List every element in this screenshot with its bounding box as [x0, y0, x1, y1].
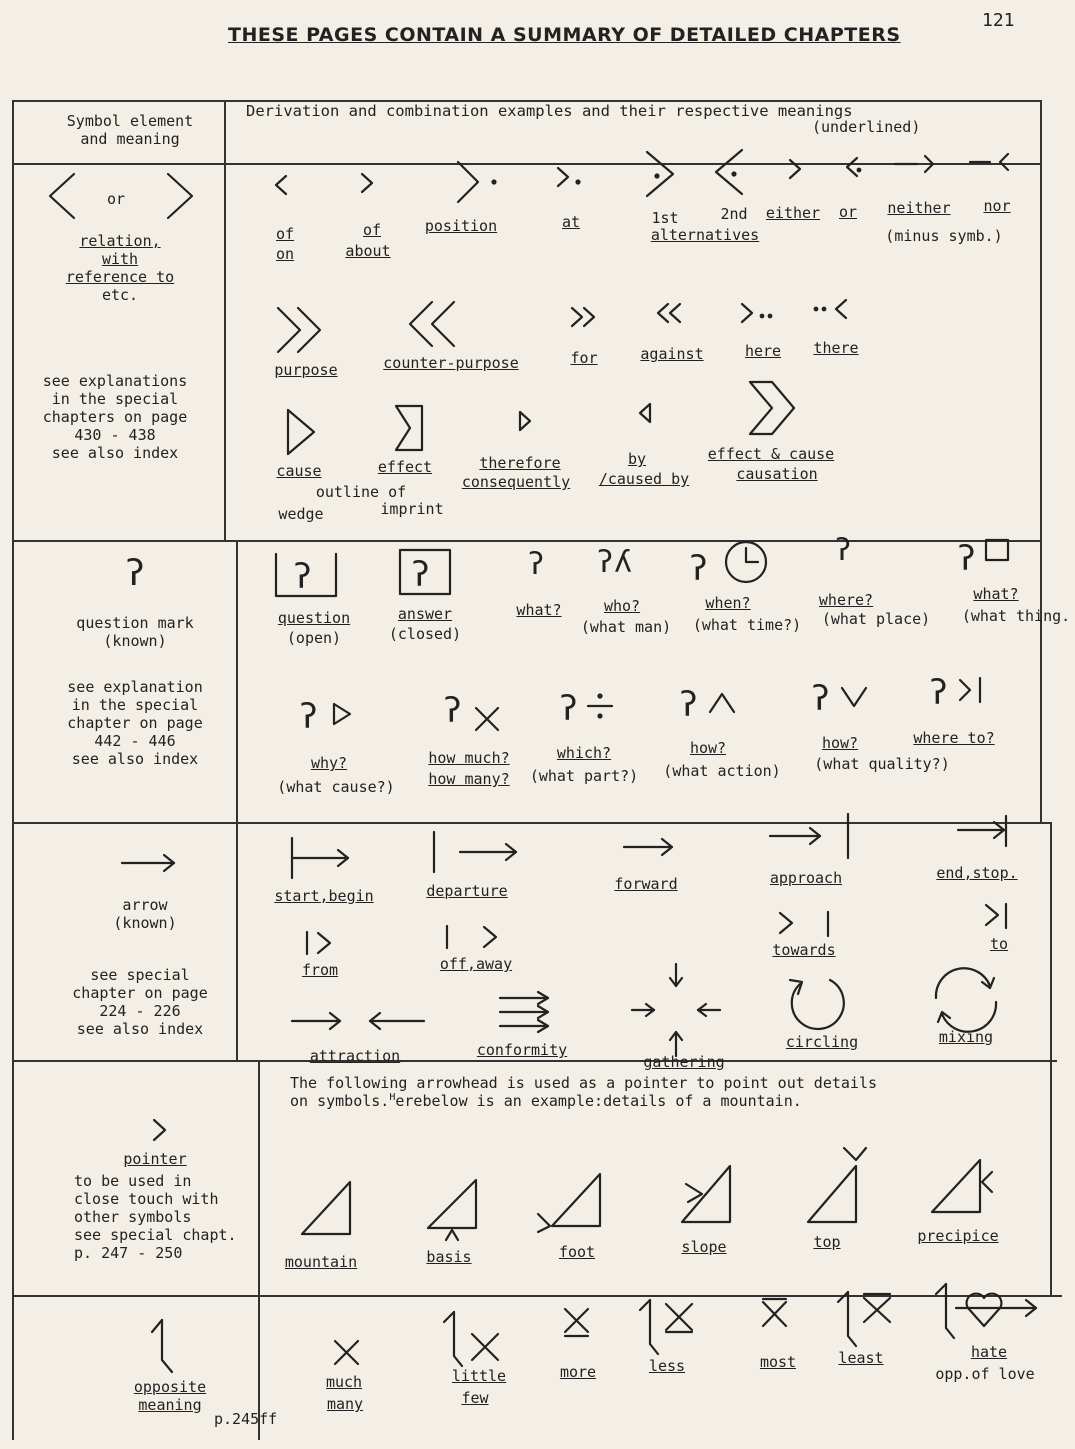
opposite-meaning — [80, 1378, 260, 1414]
question-note-line: chapter on page — [67, 714, 203, 732]
col-header-right: Derivation and combination examples and their respective meanings — [246, 102, 853, 120]
pointer-intro-part: H — [389, 1092, 396, 1103]
causation-icon — [748, 380, 798, 436]
label-wedge: wedge — [278, 505, 324, 523]
arrow-note-line: chapter on page — [72, 984, 208, 1002]
label-to: to — [989, 935, 1009, 953]
label-conformity: conformity — [476, 1041, 568, 1059]
off-away-icon — [444, 924, 500, 950]
label-therefore: therefore — [479, 454, 561, 472]
label-most: most — [759, 1353, 797, 1371]
label-what-action: (what action) — [663, 762, 781, 780]
open-question-icon — [274, 552, 340, 600]
label-why: why? — [310, 754, 348, 772]
relation-note-line: in the special — [51, 390, 179, 408]
question-meaning-line: question mark — [76, 614, 194, 632]
small-double-left-angle-icon — [656, 302, 688, 324]
left-angle-small-dot-icon — [845, 156, 865, 178]
label-what-thing: (what thing. — [961, 607, 1071, 625]
label-causation: causation — [736, 465, 818, 483]
label-position: position — [424, 217, 498, 235]
most-icon — [760, 1296, 790, 1330]
label-outline-of: outline of — [315, 483, 407, 501]
label-where: where? — [818, 591, 874, 609]
label-least: least — [838, 1349, 884, 1367]
approach-icon — [768, 812, 858, 862]
label-caused-by: /caused by — [598, 470, 690, 488]
small-wedge-right-icon — [518, 410, 534, 432]
svg-text:ʔ: ʔ — [958, 539, 976, 579]
arrow-meaning-line: arrow — [122, 896, 168, 914]
label-approach: approach — [769, 869, 843, 887]
relation-meaning-line: reference to — [65, 268, 175, 286]
imprint-icon — [394, 404, 426, 452]
least-icon — [836, 1290, 896, 1350]
label-on: on — [275, 245, 295, 263]
angle-dot-icon — [556, 166, 586, 190]
label-alternatives: alternatives — [650, 226, 760, 244]
label-minus-symb: (minus symb.) — [885, 227, 1003, 245]
arrow-notes — [45, 966, 235, 1038]
label-attraction: attraction — [309, 1047, 401, 1065]
opposite-page-ref: p.245ff — [214, 1410, 278, 1428]
label-many: many — [326, 1395, 364, 1413]
relation-or: or — [107, 190, 126, 208]
label-how-many: how many? — [428, 770, 510, 788]
label-more: more — [559, 1363, 597, 1381]
relation-meaning-line: relation, — [79, 232, 161, 250]
label-gathering: gathering — [643, 1053, 725, 1071]
what-question-icon: ʔ — [526, 547, 546, 582]
relation-meaning — [40, 232, 200, 304]
label-counter-purpose: counter-purpose — [383, 354, 519, 372]
label-towards: towards — [772, 941, 836, 959]
right-angle-small-icon — [788, 158, 804, 180]
label-of-2: of — [362, 221, 382, 239]
label-effect: effect — [377, 458, 433, 476]
label-2nd: 2nd — [720, 205, 748, 223]
svg-text:ʔ: ʔ — [680, 685, 698, 725]
relation-meaning-line: with — [101, 250, 139, 268]
conformity-icon — [498, 990, 554, 1034]
pointer-intro-line: The following arrowhead is used as a pointer to point out details — [290, 1074, 877, 1092]
question-notes — [45, 678, 225, 768]
page-heading: THESE PAGES CONTAIN A SUMMARY OF DETAILED CHAPTERS — [228, 24, 901, 46]
page-number: 121 — [982, 10, 1015, 31]
pointer-intro-line — [290, 1092, 877, 1110]
start-begin-icon — [288, 836, 354, 880]
svg-text:ʔ: ʔ — [560, 689, 578, 729]
label-mixing: mixing — [938, 1028, 994, 1046]
gathering-icon — [628, 962, 724, 1058]
towards-icon — [778, 910, 834, 938]
col-header-left-line: Symbol element — [66, 112, 194, 130]
label-where-to: where to? — [913, 729, 995, 747]
circling-icon — [784, 972, 850, 1034]
label-how-2: how? — [821, 734, 859, 752]
what-thing-icon — [958, 534, 1018, 578]
question-mark-icon: ʔ — [124, 553, 146, 594]
opposite-meaning-line: opposite — [133, 1378, 207, 1396]
label-answer: answer — [397, 605, 453, 623]
double-left-angle-icon — [408, 300, 464, 348]
label-which: which? — [556, 744, 612, 762]
pointer-notes — [74, 1172, 237, 1262]
right-angle-icon — [360, 172, 376, 194]
label-little: little — [451, 1367, 507, 1385]
label-open: (open) — [286, 629, 342, 647]
label-by: by — [627, 450, 647, 468]
mountain-slope-icon — [678, 1162, 738, 1228]
hate-heart-icon — [934, 1282, 1044, 1344]
left-angle-inner-dot-icon — [712, 148, 748, 198]
how-much-icon — [444, 686, 504, 738]
closed-answer-icon — [398, 548, 454, 598]
label-start-begin: start,begin — [274, 887, 374, 905]
label-cause: cause — [276, 462, 322, 480]
col-header-right-sub: (underlined) — [812, 118, 921, 136]
svg-text:ʔ: ʔ — [412, 555, 430, 595]
question-note-line: in the special — [71, 696, 199, 714]
svg-text:ʔ: ʔ — [690, 549, 708, 589]
small-wedge-left-icon — [638, 402, 654, 424]
mountain-precipice-icon — [928, 1156, 998, 1220]
minus-left-angle-icon — [968, 150, 1016, 172]
question-note-line: see also index — [71, 750, 199, 768]
label-what-2: what? — [973, 585, 1019, 603]
label-what: what? — [516, 601, 562, 619]
who-question-icon: ʔʎ — [595, 545, 633, 580]
how-action-icon — [680, 678, 740, 728]
mountain-foot-icon — [536, 1170, 606, 1234]
svg-text:ʔ: ʔ — [300, 697, 318, 737]
label-for: for — [570, 349, 598, 367]
less-icon — [638, 1298, 698, 1358]
small-double-right-angle-icon — [570, 306, 602, 328]
label-of: of — [275, 225, 295, 243]
label-when: when? — [705, 594, 751, 612]
pointer-intro-part: on symbols. — [290, 1092, 390, 1110]
pointer-note-line: p. 247 - 250 — [74, 1244, 183, 1262]
label-against: against — [640, 345, 704, 363]
label-imprint: imprint — [380, 500, 444, 518]
label-neither: neither — [887, 199, 951, 217]
much-cross-icon — [332, 1338, 362, 1368]
opposite-meaning-line: meaning — [138, 1396, 202, 1414]
label-forward: forward — [614, 875, 678, 893]
how-quality-icon — [812, 672, 872, 722]
attraction-icon — [290, 1010, 430, 1032]
label-less: less — [648, 1357, 686, 1375]
relation-note-line: chapters on page — [42, 408, 188, 426]
forward-icon — [622, 836, 678, 858]
relation-note-line: see explanations — [42, 372, 188, 390]
svg-text:ʔ: ʔ — [444, 691, 462, 731]
label-what-cause: (what cause?) — [277, 778, 395, 796]
label-basis: basis — [426, 1248, 472, 1266]
arrow-meaning-line: (known) — [113, 914, 177, 932]
why-cause-icon — [300, 690, 360, 736]
little-icon — [442, 1310, 504, 1370]
pointer-intro — [290, 1074, 877, 1110]
label-there: there — [813, 339, 859, 357]
label-foot: foot — [558, 1243, 596, 1261]
pointer-meaning-line: pointer — [123, 1150, 187, 1168]
label-what-quality: (what quality?) — [814, 755, 950, 773]
label-or: or — [838, 203, 858, 221]
question-meaning-line: (known) — [103, 632, 167, 650]
label-what-time: (what time?) — [692, 616, 802, 634]
two-dots-left-angle-icon — [812, 298, 852, 320]
relation-etc: etc. — [101, 286, 139, 304]
label-question: question — [277, 609, 351, 627]
pointer-note-line: other symbols — [74, 1208, 192, 1226]
label-consequently: consequently — [461, 473, 571, 491]
label-either: either — [765, 204, 821, 222]
where-to-icon — [930, 666, 990, 716]
label-how-much: how much? — [428, 749, 510, 767]
label-departure: departure — [426, 882, 508, 900]
to-icon — [984, 902, 1014, 930]
label-mountain: mountain — [284, 1253, 358, 1271]
svg-text:ʔ: ʔ — [294, 557, 312, 597]
col-header-left — [40, 112, 220, 148]
double-right-angle-icon — [276, 306, 332, 354]
large-angle-dot-icon — [456, 160, 506, 210]
label-here: here — [744, 342, 782, 360]
pointer-note-line: to be used in — [74, 1172, 192, 1190]
label-circling: circling — [785, 1033, 859, 1051]
question-meaning — [45, 614, 225, 650]
label-at: at — [561, 213, 581, 231]
angle-two-dots-icon — [740, 302, 780, 324]
departure-icon — [430, 830, 522, 874]
which-part-icon — [560, 682, 620, 732]
col-header-left-line: and meaning — [80, 130, 180, 148]
label-what-part: (what part?) — [529, 767, 639, 785]
pointer-intro-part: erebelow is an example:details of a mountain. — [395, 1092, 802, 1110]
label-precipice: precipice — [917, 1227, 999, 1245]
end-stop-icon — [956, 814, 1012, 848]
minus-right-angle-icon — [893, 152, 941, 174]
label-who: who? — [603, 597, 641, 615]
label-much: much — [325, 1373, 363, 1391]
label-few: few — [461, 1389, 489, 1407]
angle-inner-dot-icon — [645, 150, 681, 200]
pointer-note-line: close touch with — [74, 1190, 219, 1208]
mixing-icon — [928, 966, 1004, 1032]
wedge-right-icon — [286, 408, 318, 456]
more-icon — [562, 1306, 592, 1340]
from-icon — [304, 930, 336, 956]
label-about: about — [345, 242, 391, 260]
where-question-icon: ʔ — [833, 533, 853, 568]
label-hate: hate — [970, 1343, 1008, 1361]
opposite-meaning-icon — [150, 1318, 184, 1374]
label-off-away: off,away — [439, 955, 513, 973]
label-effect-cause: effect & cause — [707, 445, 835, 463]
label-opp-of-love: opp.of love — [935, 1365, 1035, 1383]
pointer-icon — [152, 1118, 168, 1142]
mountain-top-icon — [804, 1146, 864, 1228]
label-top: top — [813, 1233, 841, 1251]
label-closed: (closed) — [388, 625, 462, 643]
mountain-icon — [298, 1178, 356, 1240]
arrow-meaning — [55, 896, 235, 932]
label-purpose: purpose — [274, 361, 338, 379]
label-slope: slope — [681, 1238, 727, 1256]
relation-notes — [30, 372, 200, 462]
question-note-line: 442 - 446 — [94, 732, 176, 750]
label-nor: nor — [983, 197, 1011, 215]
left-angle-icon — [274, 174, 290, 196]
relation-note-line: see also index — [51, 444, 179, 462]
pointer-note-line: see special chapt. — [74, 1226, 237, 1244]
arrow-note-line: 224 - 226 — [99, 1002, 181, 1020]
label-what-man: (what man) — [580, 618, 672, 636]
mountain-basis-icon — [424, 1176, 482, 1246]
arrow-note-line: see also index — [76, 1020, 204, 1038]
label-1st: 1st — [651, 209, 679, 227]
relation-note-line: 430 - 438 — [74, 426, 156, 444]
question-note-line: see explanation — [67, 678, 203, 696]
arrow-right-icon — [120, 852, 180, 874]
pointer-meaning — [75, 1150, 235, 1168]
svg-text:ʔ: ʔ — [930, 673, 948, 713]
label-what-place: (what place) — [821, 610, 931, 628]
arrow-note-line: see special — [90, 966, 190, 984]
label-from: from — [301, 961, 339, 979]
svg-text:ʔ: ʔ — [812, 679, 830, 719]
label-how: how? — [689, 739, 727, 757]
when-clock-icon — [690, 540, 774, 590]
label-end-stop: end,stop. — [936, 864, 1018, 882]
